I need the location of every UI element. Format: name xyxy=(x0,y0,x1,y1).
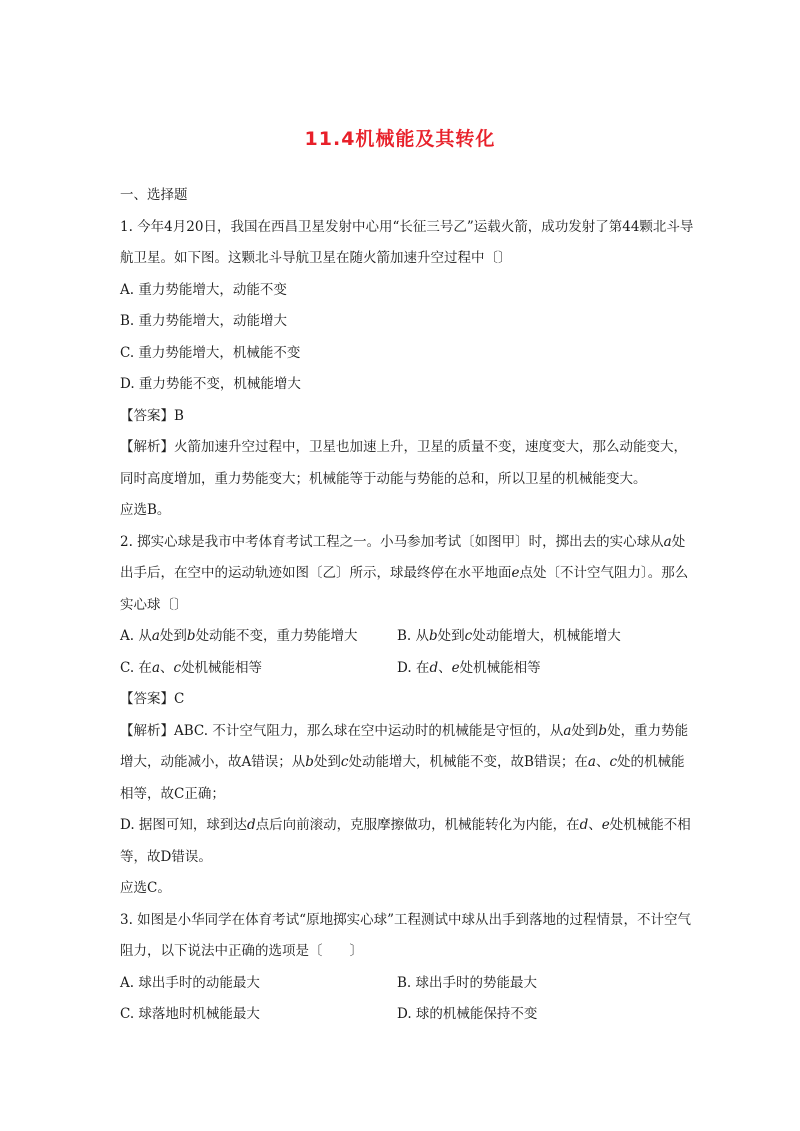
variable-a: a xyxy=(151,659,160,676)
stem-text: 点处〔不计空气阻力〕。那么实心球〔〕 xyxy=(120,565,689,613)
stem-text: 处出手后，在空中的运动轨迹如图〔乙〕所示，球最终停在水平地面 xyxy=(120,533,686,581)
question-2-stem xyxy=(120,527,695,622)
section-heading: 一、选择题 xyxy=(120,187,188,203)
page-title: 11.4机械能及其转化 xyxy=(304,128,496,150)
variable-b: b xyxy=(305,754,314,770)
option-text: 处机械能相等 xyxy=(459,659,541,676)
analysis-text: 、 xyxy=(595,754,610,770)
option-text: D. 在 xyxy=(397,659,430,676)
question-3-option-c: C. 球落地时机械能最大 xyxy=(120,1006,260,1022)
question-1-conclusion: 应选B。 xyxy=(120,502,171,518)
variable-c: c xyxy=(173,659,182,676)
question-1-stem: 1. 今年4月20日，我国在西昌卫星发射中心用“长征三号乙”运载火箭，成功发射了第44颗北斗导航卫星。如下图。这颗北斗导航卫星在随火箭加速升空过程中〔〕 xyxy=(120,218,694,266)
variable-a: a xyxy=(663,533,672,550)
question-1-option-d: D. 重力势能不变，机械能增大 xyxy=(120,376,301,392)
analysis-text: 处的机械能相等，故C正确； xyxy=(120,754,685,802)
option-text: 处到 xyxy=(437,628,465,644)
question-3-option-b: B. 球出手时的势能最大 xyxy=(397,974,538,991)
analysis-text: D. 据图可知，球到达 xyxy=(120,817,247,833)
question-3-options-row-1 xyxy=(120,968,695,1000)
variable-b: b xyxy=(429,628,438,644)
document-body xyxy=(120,180,695,1031)
variable-c: c xyxy=(609,754,618,770)
question-1-option-a: A. 重力势能增大，动能不变 xyxy=(120,281,287,298)
option-text: 处动能增大，机械能增大 xyxy=(472,628,621,644)
question-1-answer: 【答案】B xyxy=(120,407,184,424)
analysis-text: 处到 xyxy=(571,722,599,739)
analysis-text: 处动能增大，机械能不变，故B错误；在 xyxy=(348,754,588,770)
analysis-text: 处机械能不相等，故D错误。 xyxy=(120,817,691,865)
question-1-analysis: 【解析】火箭加速升空过程中，卫星也加速上升，卫星的质量不变，速度变大，那么动能变大，同时高度增加，重力势能变大；机械能等于动能与势能的总和，所以卫星的机械能变大。 xyxy=(120,439,687,487)
variable-a: a xyxy=(587,754,596,770)
variable-b: b xyxy=(598,722,608,739)
question-2-options-row-2 xyxy=(120,653,695,685)
question-2-option-c xyxy=(120,653,397,685)
question-3-options-row-2 xyxy=(120,999,695,1031)
analysis-text: 处到 xyxy=(313,754,341,770)
analysis-text: 点后向前滚动，克服摩擦做功，机械能转化为内能，在 xyxy=(255,817,580,833)
analysis-text: 、 xyxy=(588,817,602,833)
question-2-option-b xyxy=(397,621,674,653)
analysis-text: 处，重力势能增大，动能减小，故A错误；从 xyxy=(120,722,689,770)
question-2-conclusion: 应选C。 xyxy=(120,880,171,896)
question-2-option-d xyxy=(397,653,674,685)
option-text: 、 xyxy=(438,659,452,676)
variable-a: a xyxy=(563,722,572,739)
variable-d: d xyxy=(579,817,589,833)
option-text: C. 在 xyxy=(120,659,152,676)
analysis-text: 【解析】ABC. 不计空气阻力，那么球在空中运动时的机械能是守恒的，从 xyxy=(120,722,564,739)
stem-text: 2. 掷实心球是我市中考体育考试工程之一。小马参加考试〔如图甲〕时，掷出去的实心球从 xyxy=(120,533,664,550)
variable-e: e xyxy=(451,659,460,676)
variable-b: b xyxy=(186,628,196,644)
question-3-option-d: D. 球的机械能保持不变 xyxy=(397,1006,538,1022)
variable-e: e xyxy=(511,565,520,581)
variable-d: d xyxy=(246,817,256,833)
variable-a: a xyxy=(151,628,160,644)
question-2-analysis-1 xyxy=(120,716,695,811)
option-text: A. 从 xyxy=(120,628,152,644)
option-text: 处动能不变，重力势能增大 xyxy=(195,628,358,644)
question-3-option-a: A. 球出手时的动能最大 xyxy=(120,974,260,991)
question-2-options-row-1 xyxy=(120,621,695,653)
variable-c: c xyxy=(340,754,349,770)
variable-c: c xyxy=(464,628,473,644)
option-text: 、 xyxy=(160,659,174,676)
question-3-stem: 3. 如图是小华同学在体育考试“原地掷实心球”工程测试中球从出手到落地的过程情景，不计空气阻力，以下说法中正确的选项是〔 〕 xyxy=(120,911,691,959)
question-2-option-a xyxy=(120,621,397,653)
question-1-option-c: C. 重力势能增大，机械能不变 xyxy=(120,344,301,361)
option-text: 处到 xyxy=(159,628,187,644)
question-2-analysis-2 xyxy=(120,810,695,873)
option-text: 处机械能相等 xyxy=(181,659,263,676)
variable-e: e xyxy=(601,817,610,833)
question-1-option-b: B. 重力势能增大，动能增大 xyxy=(120,313,288,329)
variable-d: d xyxy=(429,659,439,676)
question-2-answer: 【答案】C xyxy=(120,691,185,707)
option-text: B. 从 xyxy=(397,628,430,644)
